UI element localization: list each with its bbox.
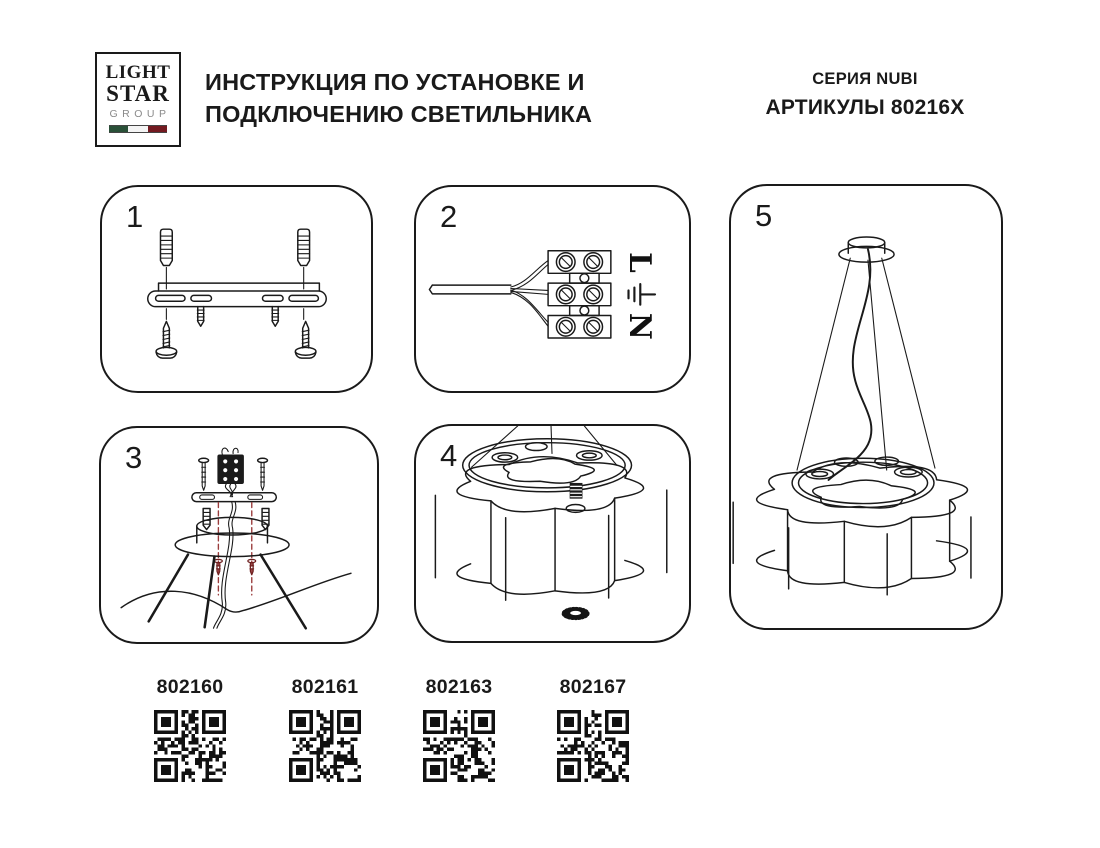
logo-word-group: GROUP: [109, 108, 171, 120]
threaded-stud: [570, 483, 583, 499]
cloud-shade-outline: [457, 560, 644, 594]
mounting-plate-diagram: [102, 187, 371, 391]
suspension-ring: [792, 458, 934, 507]
step-number-1: 1: [126, 199, 144, 234]
ceiling-canopy: [839, 237, 894, 262]
step-number-3: 3: [125, 440, 143, 475]
series-label: СЕРИЯ NUBI: [812, 70, 918, 88]
earth-ground-icon: [629, 284, 655, 305]
page-title-line1: ИНСТРУКЦИЯ ПО УСТАНОВКЕ И: [205, 69, 585, 95]
canopy-mounting-diagram: [101, 428, 377, 642]
suspension-cables: [472, 426, 617, 467]
article-column: [145, 676, 235, 787]
italian-flag-stripe: [109, 125, 167, 133]
shade-lobe-tops: [806, 457, 922, 479]
suspension-cables: [797, 258, 935, 470]
article-column: [548, 676, 638, 787]
page-title: [205, 66, 592, 130]
logo-word-star: STAR: [106, 81, 170, 106]
step-panel-4: [414, 424, 691, 643]
mounting-plate: [148, 283, 327, 326]
step-panel-5: [729, 184, 1003, 630]
article-column: [280, 676, 370, 787]
terminal-block: [548, 251, 611, 338]
knurled-nut: [563, 608, 589, 619]
article-column: [414, 676, 504, 787]
cloud-shade-outline: [435, 490, 666, 600]
terminal-connector: [217, 448, 244, 497]
wiring-label-neutral: N: [622, 312, 658, 340]
qr-code: [154, 710, 226, 782]
assembled-pendant-diagram: [731, 186, 1001, 628]
product-header: [735, 70, 995, 120]
wall-plug-icon: [160, 229, 309, 265]
shade-top-contour: [121, 573, 351, 612]
page-title-line2: ПОДКЛЮЧЕНИЮ СВЕТИЛЬНИКА: [205, 101, 593, 127]
wiring-label-live: L: [622, 252, 658, 273]
qr-code: [557, 710, 629, 782]
small-screw-icon: [214, 559, 255, 574]
step-panel-1: [100, 185, 373, 393]
mounting-plate: [192, 493, 276, 502]
screw-icon: [156, 321, 316, 358]
qr-code: [423, 710, 495, 782]
alignment-guide-lines: [218, 503, 251, 595]
logo-word-light: LIGHT: [105, 62, 171, 83]
step-number-2: 2: [440, 199, 458, 234]
cloud-shade-outline: [733, 500, 971, 595]
article-code: 802160: [156, 676, 224, 698]
step-number-5: 5: [755, 198, 773, 233]
wiring-diagram: [416, 187, 689, 391]
step-panel-2: [414, 185, 691, 393]
cloud-shade-outline: [457, 457, 644, 512]
brand-logo: [95, 52, 181, 147]
article-code: 802167: [559, 676, 627, 698]
stud-hole: [566, 505, 585, 513]
articles-label: АРТИКУЛЫ 80216X: [765, 96, 965, 119]
mains-cable: [429, 261, 548, 327]
step-panel-3: [99, 426, 379, 644]
article-code: 802161: [291, 676, 359, 698]
step-number-4: 4: [440, 438, 458, 473]
power-cord: [829, 249, 872, 480]
article-code: 802163: [425, 676, 493, 698]
shade-fastening-diagram: [416, 426, 689, 641]
qr-code: [289, 710, 361, 782]
